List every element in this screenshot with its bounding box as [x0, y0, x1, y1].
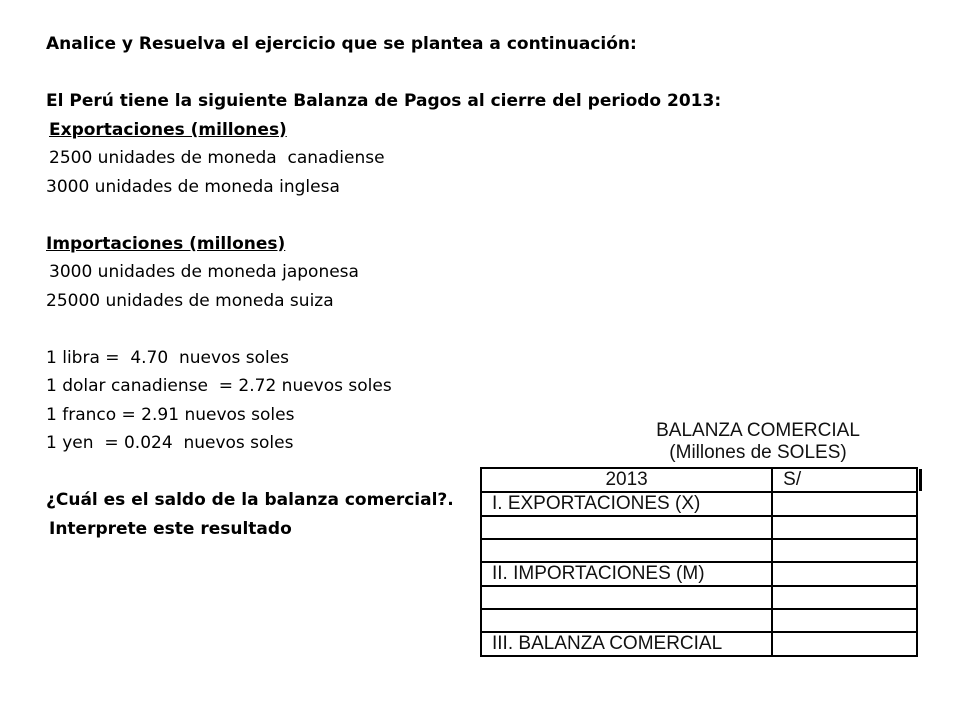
instruction-text: Analice y Resuelva el ejercicio que se plantea a continuación: [46, 34, 637, 54]
table-row [481, 516, 917, 539]
table-row [481, 609, 917, 632]
row-label: II. IMPORTACIONES (M) [481, 562, 772, 586]
row-label [481, 609, 772, 632]
row-value [772, 492, 917, 516]
exchange-rate: 1 yen = 0.024 nuevos soles [46, 433, 294, 453]
row-label [481, 539, 772, 562]
question-followup: Interprete este resultado [49, 518, 292, 539]
balanza-table-container [480, 467, 920, 671]
row-label: III. BALANZA COMERCIAL [481, 632, 772, 656]
table-header-row [481, 468, 917, 492]
row-value [772, 516, 917, 539]
exchange-rate: 1 dolar canadiense = 2.72 nuevos soles [46, 376, 392, 396]
intro-text: El Perú tiene la siguiente Balanza de Pagos al cierre del periodo 2013: [46, 91, 722, 111]
table-row [481, 539, 917, 562]
header-currency: S/ [772, 468, 917, 492]
table-edge-mark [919, 469, 922, 491]
table-title-main: BALANZA COMERCIAL [656, 420, 860, 441]
exchange-rate: 1 libra = 4.70 nuevos soles [46, 347, 290, 368]
table-row [481, 492, 917, 516]
table-row [481, 632, 917, 656]
row-value [772, 632, 917, 656]
table-row [481, 562, 917, 586]
import-item: 3000 unidades de moneda japonesa [49, 262, 359, 282]
imports-heading: Importaciones (millones) [46, 233, 286, 254]
row-value [772, 539, 917, 562]
question-text: ¿Cuál es el saldo de la balanza comercial?. [46, 490, 454, 510]
balanza-comercial-table [480, 467, 918, 657]
table-row [481, 586, 917, 609]
exchange-rate: 1 franco = 2.91 nuevos soles [46, 404, 295, 425]
row-label [481, 586, 772, 609]
export-item: 3000 unidades de moneda inglesa [46, 176, 340, 197]
row-value [772, 562, 917, 586]
table-title [622, 420, 894, 464]
row-value [772, 609, 917, 632]
row-label [481, 516, 772, 539]
row-value [772, 586, 917, 609]
exports-heading: Exportaciones (millones) [49, 119, 287, 140]
export-item: 2500 unidades de moneda canadiense [49, 148, 385, 168]
table-title-sub: (Millones de SOLES) [669, 442, 847, 463]
header-year: 2013 [481, 468, 772, 492]
row-label: I. EXPORTACIONES (X) [481, 492, 772, 516]
import-item: 25000 unidades de moneda suiza [46, 290, 334, 311]
